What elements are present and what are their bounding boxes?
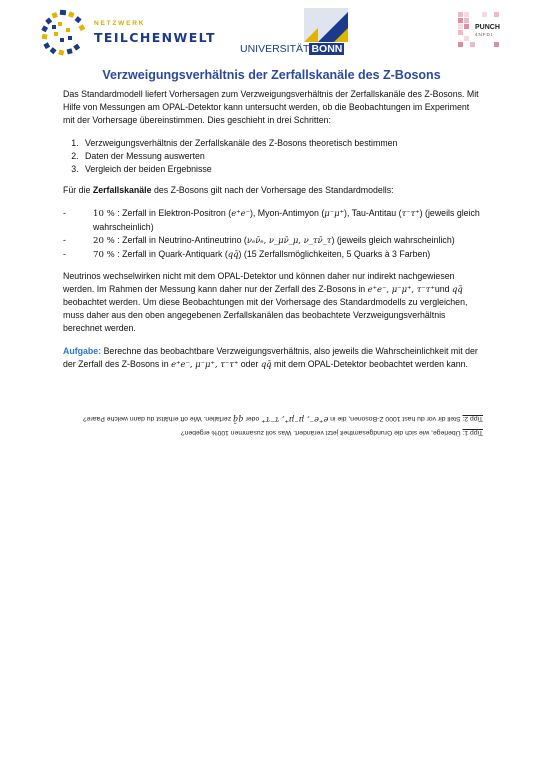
- channel-text: : Zerfall in Elektron-Positron (: [114, 208, 232, 218]
- tip-text: Überlege, wie sich die Grundgesamtheit jetzt verändert. Was soll zusammen 100% ergeben?: [180, 429, 463, 436]
- punch-sub-label: 4NFDI: [475, 32, 494, 37]
- tip-formula: e⁺e⁻, μ⁻μ⁺, τ⁻τ⁺: [261, 415, 329, 425]
- task-text: mit dem OPAL-Detektor beobachtet werden kann.: [271, 359, 468, 369]
- channel-item-leptons: [63, 207, 483, 234]
- dash-marker: -: [63, 208, 66, 218]
- netzwerk-label: NETZWERK: [94, 20, 146, 27]
- channels-intro-bold: Zerfallskanäle: [92, 185, 152, 195]
- channel-percentage: 70 %: [93, 250, 115, 260]
- bonn-label: BONN: [311, 43, 343, 55]
- tip-2: [63, 414, 483, 424]
- task-label: Aufgabe:: [63, 346, 102, 356]
- channel-text: ) (15 Zerfallsmöglichkeiten, 5 Quarks à 3 Farben): [238, 249, 431, 259]
- paragraph-text: beobachtet werden. Um diese Beobachtungen mit der Vorhersage des Standardmodells zu vergleichen, muss daher aus den oben angegebenen Zerfallskanälen das beobachtete Verzweigungsverhältnis berechnet werden.: [63, 297, 468, 333]
- tip-text: oder: [243, 415, 262, 422]
- channel-formula: e⁺e⁻: [231, 208, 250, 218]
- teilchenwelt-label: TEILCHENWELT: [94, 30, 216, 45]
- steps-list: [63, 137, 483, 176]
- tip-text: Stell dir vor du hast 1000 Z-Bosonen, die in: [328, 415, 463, 422]
- universitaet-bonn-text: [240, 43, 344, 55]
- universitaet-bonn-logo: [240, 8, 350, 56]
- channel-text: ), Myon-Antimyon (: [249, 208, 325, 218]
- tip-1: [63, 428, 483, 437]
- upside-down-tips: [63, 410, 483, 437]
- header: [0, 0, 543, 62]
- channel-formula: μ⁻μ⁺: [324, 208, 345, 218]
- channel-percentage: 20 %: [93, 236, 115, 246]
- page-title: Verzweigungsverhältnis der Zerfallskanäle des Z-Bosons: [102, 68, 441, 82]
- channel-text: ), Tau-Antitau (: [344, 208, 402, 218]
- channel-text: : Zerfall in Neutrino-Antineutrino (: [114, 235, 247, 245]
- neutrino-paragraph: [63, 270, 483, 335]
- step-item: 1. Verzweigungsverhältnis der Zerfallskanäle des Z-Bosons theoretisch bestimmen: [81, 137, 483, 150]
- paragraph-text: und: [434, 284, 452, 294]
- paragraph-text: Neutrinos wechselwirken nicht mit dem OPAL-Detektor und können daher nur indirekt nachgewiesen werden. Im Rahmen der Messung kann daher nur der Zerfall des Z-Bosons in: [63, 271, 455, 294]
- task-text: Berechne das beobachtbare Verzweigungsverhältnis, also jeweils die Wahrscheinlichkeit mit der der Zerfall des Z-Bosons in: [63, 346, 478, 369]
- tip-formula: qq̄: [232, 415, 244, 425]
- step-item: 2. Daten der Messung auswerten: [81, 150, 483, 163]
- channels-intro: [63, 184, 483, 197]
- channel-text: : Zerfall in Quark-Antiquark (: [114, 249, 228, 259]
- task-paragraph: [63, 345, 483, 371]
- intro-paragraph: Das Standardmodell liefert Vorhersagen zum Verzweigungsverhältnis der Zerfallskanäle des Z-Bosons. Mit Hilfe von Messungen am OPAL-Detektor kann untersucht werden, ob die Beobachtungen im Experiment mit der Vorhersage übereinstimmen. Dies geschieht in drei Schritten:: [63, 89, 479, 125]
- channel-formula: qq̄: [227, 249, 239, 259]
- channel-formula: τ⁻τ⁺: [401, 208, 420, 218]
- channel-item-quarks: [63, 248, 483, 262]
- channel-text: ) (jeweils gleich wahrscheinlich): [93, 208, 480, 232]
- document-body: [63, 88, 483, 381]
- tip-text: zerfallen. Wie oft erhältst du dann welche Paare?: [82, 415, 233, 422]
- punch4nfdi-logo: [457, 10, 501, 52]
- paragraph-formula: e⁺e⁻, μ⁻μ⁺, τ⁻τ⁺: [367, 284, 435, 294]
- channel-formula: νₑν̄ₑ, ν_μν̄_μ, ν_τν̄_τ: [246, 235, 332, 245]
- netzwerk-teilchenwelt-mark-icon: [40, 8, 88, 56]
- dash-marker: -: [63, 249, 66, 259]
- channels-list: [63, 207, 483, 262]
- channels-intro-text-end: des Z-Bosons gilt nach der Vorhersage des Standardmodells:: [151, 185, 394, 195]
- bonn-crest-icon: [304, 8, 348, 42]
- universitaet-label: UNIVERSITÄT: [240, 43, 310, 55]
- dash-marker: -: [63, 235, 66, 245]
- task-formula: e⁺e⁻, μ⁻μ⁺, τ⁻τ⁺: [171, 359, 239, 369]
- punch-label: PUNCH: [475, 24, 500, 31]
- step-item: 3. Vergleich der beiden Ergebnisse: [81, 163, 483, 176]
- tip-label: Tipp 1:: [462, 429, 483, 436]
- channel-item-neutrinos: [63, 234, 483, 248]
- punch-grid-icon: [457, 10, 501, 52]
- channel-text: ) (jeweils gleich wahrscheinlich): [331, 235, 455, 245]
- netzwerk-teilchenwelt-logo: [40, 8, 216, 56]
- tip-label: Tipp 2:: [462, 415, 483, 422]
- channels-intro-text: Für die: [63, 185, 93, 195]
- channel-percentage: 10 %: [93, 209, 115, 219]
- paragraph-formula: qq̄: [452, 284, 463, 294]
- task-formula: qq̄: [260, 359, 272, 369]
- task-text: oder: [238, 359, 261, 369]
